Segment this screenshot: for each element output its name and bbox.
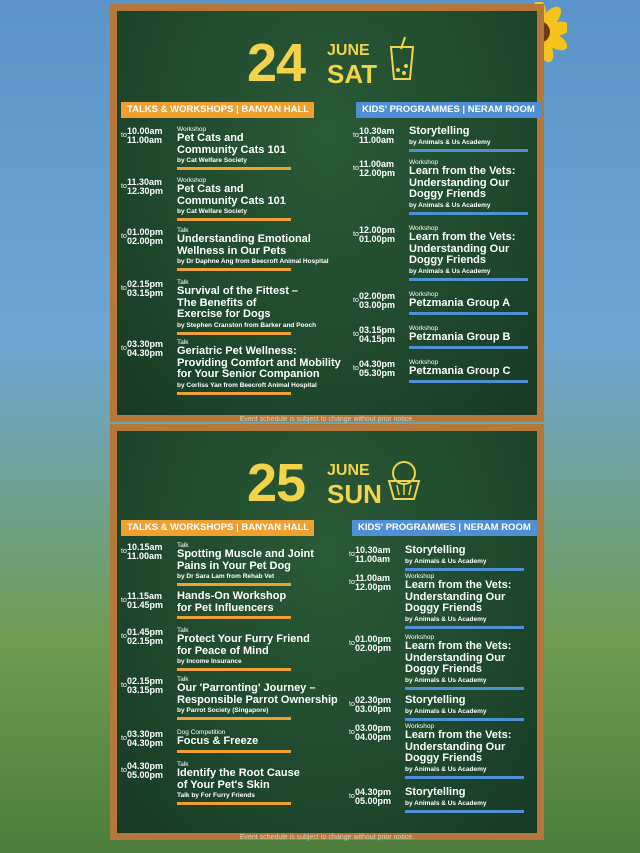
- to-label: to: [353, 231, 359, 238]
- day-number: 25: [247, 453, 306, 513]
- divider-bar: [177, 392, 291, 395]
- end-time: 04.00pm: [355, 732, 392, 742]
- event-title: Petzmania Group A: [409, 297, 511, 309]
- to-label: to: [121, 597, 127, 604]
- divider-bar: [405, 687, 524, 690]
- event-title: Pet Cats and Community Cats 101: [177, 183, 286, 207]
- divider-bar: [409, 346, 528, 349]
- footnote: Event schedule is subject to change without prior notice.: [239, 416, 415, 423]
- divider-bar: [177, 750, 291, 753]
- to-label: to: [349, 793, 355, 800]
- kids-programmes-header: KIDS' PROGRAMMES | NERAM ROOM: [352, 520, 537, 536]
- organizer-label: by Parrot Society (Singapore): [177, 707, 269, 714]
- end-time: 04.30pm: [127, 348, 164, 358]
- start-time: 10.00am: [127, 126, 163, 136]
- end-time: 02.00pm: [127, 236, 164, 246]
- end-time: 02.00pm: [355, 643, 392, 653]
- divider-bar: [409, 312, 528, 315]
- schedule-board-day1: [110, 4, 544, 422]
- to-label: to: [121, 285, 127, 292]
- end-time: 03.15pm: [127, 685, 164, 695]
- category-label: Workshop: [177, 177, 207, 184]
- divider-bar: [409, 212, 528, 215]
- organizer-label: by Animals & Us Academy: [409, 138, 491, 146]
- event-title: Learn from the Vets: Understanding Our Doggy Friends: [405, 579, 512, 614]
- start-time: 03.30pm: [127, 339, 164, 349]
- category-label: Talk: [177, 627, 189, 634]
- category-label: Talk: [177, 542, 189, 549]
- divider-bar: [405, 718, 524, 721]
- schedule-board-day2: [110, 424, 544, 840]
- to-label: to: [353, 297, 359, 304]
- month-label: JUNE: [327, 462, 370, 479]
- divider-bar: [405, 568, 524, 571]
- organizer-label: by Animals & Us Academy: [409, 201, 491, 209]
- divider-bar: [409, 380, 528, 383]
- organizer-label: by Animals & Us Academy: [405, 676, 487, 684]
- end-time: 11.00am: [127, 135, 163, 145]
- event-title: Identify the Root Cause of Your Pet's Skin: [177, 767, 300, 791]
- to-label: to: [121, 345, 127, 352]
- event-title: Understanding Emotional Wellness in Our Pets: [177, 233, 311, 257]
- event-title: Survival of the Fittest – The Benefits of Exercise for Dogs: [177, 285, 299, 320]
- organizer-label: by Dr Sara Lam from Rehab Vet: [177, 573, 275, 580]
- start-time: 04.30pm: [355, 787, 392, 797]
- organizer-label: by Income Insurance: [177, 658, 242, 665]
- start-time: 01.00pm: [355, 634, 392, 644]
- event-title: Our 'Parronting' Journey – Responsible Parrot Ownership: [177, 682, 338, 706]
- category-label: Dog Competition: [177, 729, 226, 736]
- end-time: 05.00pm: [127, 770, 164, 780]
- to-label: to: [349, 640, 355, 647]
- end-time: 03.15pm: [127, 288, 164, 298]
- end-time: 03.00pm: [355, 704, 392, 714]
- event-title: Storytelling: [409, 125, 470, 137]
- start-time: 01.45pm: [127, 627, 164, 637]
- divider-bar: [409, 278, 528, 281]
- start-time: 10.30am: [359, 126, 395, 136]
- end-time: 01.45pm: [127, 600, 164, 610]
- category-label: Workshop: [409, 225, 439, 232]
- to-label: to: [121, 233, 127, 240]
- start-time: 02.00pm: [359, 291, 396, 301]
- category-label: Workshop: [405, 634, 435, 641]
- date-heading: [247, 33, 397, 93]
- kids-programmes-header: KIDS' PROGRAMMES | NERAM ROOM: [356, 102, 541, 118]
- end-time: 11.00am: [355, 554, 391, 564]
- weekday-label: SUN: [327, 479, 382, 509]
- start-time: 03.30pm: [127, 729, 164, 739]
- to-label: to: [121, 682, 127, 689]
- divider-bar: [409, 149, 528, 152]
- end-time: 11.00am: [127, 551, 163, 561]
- start-time: 11.15am: [127, 591, 163, 601]
- event-title: Storytelling: [405, 544, 466, 556]
- divider-bar: [177, 802, 291, 805]
- divider-bar: [405, 776, 524, 779]
- event-title: Protect Your Furry Friend for Peace of Mind: [177, 633, 310, 657]
- category-label: Workshop: [409, 359, 439, 366]
- organizer-label: by Animals & Us Academy: [405, 799, 487, 807]
- to-label: to: [121, 548, 127, 555]
- category-label: Talk: [177, 761, 189, 768]
- end-time: 12.00pm: [359, 168, 396, 178]
- to-label: to: [353, 331, 359, 338]
- organizer-label: by Stephen Cranston from Barker and Pooch: [177, 321, 317, 329]
- start-time: 02.15pm: [127, 676, 164, 686]
- date-heading: [247, 453, 397, 513]
- start-time: 04.30pm: [127, 761, 164, 771]
- category-label: Workshop: [409, 325, 439, 332]
- start-time: 11.00am: [355, 573, 391, 583]
- category-label: Workshop: [409, 159, 439, 166]
- talks-workshops-header: TALKS & WORKSHOPS | BANYAN HALL: [121, 102, 314, 118]
- organizer-label: by Animals & Us Academy: [409, 267, 491, 275]
- to-label: to: [349, 579, 355, 586]
- category-label: Workshop: [409, 291, 439, 298]
- divider-bar: [405, 810, 524, 813]
- event-title: Storytelling: [405, 694, 466, 706]
- start-time: 12.00pm: [359, 225, 396, 235]
- event-title: Hands-On Workshop for Pet Influencers: [177, 590, 287, 614]
- divider-bar: [177, 218, 291, 221]
- end-time: 04.15pm: [359, 334, 396, 344]
- start-time: 03.00pm: [355, 723, 392, 733]
- to-label: to: [353, 165, 359, 172]
- weekday-label: SAT: [327, 59, 378, 89]
- event-title: Learn from the Vets: Understanding Our Doggy Friends: [405, 729, 512, 764]
- start-time: 04.30pm: [359, 359, 396, 369]
- event-title: Petzmania Group B: [409, 331, 511, 343]
- to-label: to: [353, 132, 359, 139]
- category-label: Workshop: [177, 126, 207, 133]
- category-label: Talk: [177, 339, 189, 346]
- to-label: to: [121, 633, 127, 640]
- divider-bar: [177, 167, 291, 170]
- end-time: 05.30pm: [359, 368, 396, 378]
- start-time: 11.00am: [359, 159, 395, 169]
- organizer-label: by Cat Welfare Society: [177, 157, 247, 164]
- end-time: 12.00pm: [355, 582, 392, 592]
- event-title: Storytelling: [405, 786, 466, 798]
- organizer-label: Talk by For Furry Friends: [177, 792, 255, 799]
- category-label: Talk: [177, 227, 189, 234]
- end-time: 01.00pm: [359, 234, 396, 244]
- category-label: Workshop: [405, 723, 435, 730]
- to-label: to: [121, 132, 127, 139]
- category-label: Talk: [177, 676, 189, 683]
- day-number: 24: [247, 33, 306, 93]
- ice-cream-icon: [385, 457, 423, 501]
- end-time: 04.30pm: [127, 738, 164, 748]
- event-title: Focus & Freeze: [177, 735, 259, 747]
- footnote: Event schedule is subject to change without prior notice.: [239, 834, 415, 841]
- start-time: 03.15pm: [359, 325, 396, 335]
- talks-workshops-header: TALKS & WORKSHOPS | BANYAN HALL: [121, 520, 314, 536]
- event-title: Learn from the Vets: Understanding Our Doggy Friends: [409, 231, 516, 266]
- event-title: Petzmania Group C: [409, 365, 511, 377]
- to-label: to: [349, 729, 355, 736]
- divider-bar: [177, 717, 291, 720]
- event-title: Learn from the Vets: Understanding Our Doggy Friends: [405, 640, 512, 675]
- to-label: to: [349, 701, 355, 708]
- organizer-label: by Corliss Yan from Beecroft Animal Hospital: [177, 381, 317, 389]
- organizer-label: by Dr Daphne Ang from Beecroft Animal Hospital: [177, 258, 329, 265]
- event-title: Learn from the Vets: Understanding Our Doggy Friends: [409, 165, 516, 200]
- divider-bar: [405, 626, 524, 629]
- month-label: JUNE: [327, 42, 370, 59]
- organizer-label: by Animals & Us Academy: [405, 615, 487, 623]
- to-label: to: [121, 183, 127, 190]
- bubble-tea-icon: [387, 35, 417, 81]
- end-time: 11.00am: [359, 135, 395, 145]
- to-label: to: [121, 767, 127, 774]
- to-label: to: [349, 551, 355, 558]
- to-label: to: [121, 735, 127, 742]
- divider-bar: [177, 668, 291, 671]
- start-time: 10.15am: [127, 542, 163, 552]
- end-time: 12.30pm: [127, 186, 164, 196]
- to-label: to: [353, 365, 359, 372]
- category-label: Talk: [177, 279, 189, 286]
- start-time: 10.30am: [355, 545, 391, 555]
- divider-bar: [177, 268, 291, 271]
- divider-bar: [177, 616, 291, 619]
- start-time: 01.00pm: [127, 227, 164, 237]
- end-time: 05.00pm: [355, 796, 392, 806]
- organizer-label: by Animals & Us Academy: [405, 557, 487, 565]
- organizer-label: by Animals & Us Academy: [405, 707, 487, 715]
- start-time: 02.30pm: [355, 695, 392, 705]
- start-time: 11.30am: [127, 177, 163, 187]
- organizer-label: by Animals & Us Academy: [405, 765, 487, 773]
- organizer-label: by Cat Welfare Society: [177, 208, 247, 215]
- divider-bar: [177, 332, 291, 335]
- end-time: 03.00pm: [359, 300, 396, 310]
- event-title: Spotting Muscle and Joint Pains in Your Pet Dog: [177, 548, 314, 572]
- divider-bar: [177, 583, 291, 586]
- start-time: 02.15pm: [127, 279, 164, 289]
- event-title: Pet Cats and Community Cats 101: [177, 132, 286, 156]
- category-label: Workshop: [405, 573, 435, 580]
- end-time: 02.15pm: [127, 636, 164, 646]
- event-title: Geriatric Pet Wellness: Providing Comfort and Mobility for Your Senior Companion: [177, 345, 341, 380]
